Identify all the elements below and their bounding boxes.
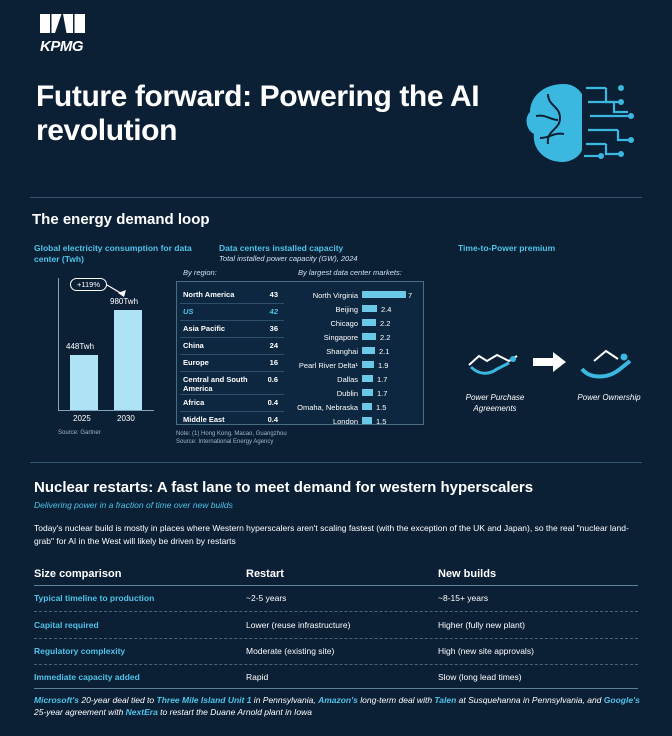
- market-bar: [362, 361, 374, 368]
- region-value: 0.4: [267, 398, 278, 407]
- bar-category-2025: 2025: [73, 414, 91, 423]
- section2-body: Today's nuclear build is mostly in places where Western hyperscalers aren't scaling fastest (with the exception of the UK and Japan), so the real "nuclear land-grab" for AI in the West will likely be driven by restarts: [34, 523, 629, 546]
- row-newbuilds: Higher (fully new plant): [438, 620, 525, 630]
- market-label: Dallas: [337, 375, 358, 384]
- kpmg-logo: [40, 14, 88, 55]
- market-bar: [362, 389, 373, 396]
- market-value: 2.4: [381, 305, 392, 314]
- market-value: 2.1: [379, 347, 390, 356]
- region-value-us: 42: [269, 307, 278, 316]
- market-label: Beijing: [335, 305, 358, 314]
- row-label: Capital required: [34, 620, 99, 630]
- row-restart: Moderate (existing site): [246, 646, 335, 656]
- footnote-entity: Microsoft's: [34, 695, 79, 705]
- bar-value-2025: 448Twh: [66, 342, 95, 351]
- electricity-consumption-bar-chart: [40, 278, 160, 438]
- market-bar: [362, 417, 372, 424]
- power-ownership-caption: Power Ownership: [577, 393, 641, 402]
- col-header-restart: Restart: [246, 568, 284, 580]
- page-title: Future forward: Powering the AI revolution: [36, 80, 480, 147]
- chart-y-axis: [58, 278, 59, 410]
- row-label: Typical timeline to production: [34, 593, 155, 603]
- col1-source: Source: Gartner: [58, 430, 101, 436]
- capacity-source: Source: International Energy Agency: [176, 439, 274, 445]
- region-value: 0.6: [267, 375, 278, 384]
- ppa-caption: Power Purchase Agreements: [465, 393, 525, 413]
- capacity-note: Note: (1) Hong Kong, Macao, Guangzhou: [176, 431, 287, 437]
- row-newbuilds: High (new site approvals): [438, 646, 534, 656]
- region-value: 36: [269, 324, 278, 333]
- growth-annotation: +119%: [70, 278, 107, 291]
- bar-2025: [70, 355, 98, 410]
- divider-top: [30, 197, 642, 198]
- market-value: 1.7: [377, 375, 388, 384]
- bar-category-2030: 2030: [117, 414, 135, 423]
- footnote-text: long-term deal with: [357, 695, 435, 705]
- region-value: 0.4: [267, 415, 278, 424]
- footnote-text: at Susquehanna in Pennsylvania, and: [456, 695, 604, 705]
- market-label: Omaha, Nebraska: [297, 403, 358, 412]
- market-label: Dublin: [336, 389, 358, 398]
- footnote-entity: Three Mile Island Unit 1: [156, 695, 252, 705]
- market-bar: [362, 333, 376, 340]
- market-value: 2.2: [380, 319, 391, 328]
- market-bar: [362, 375, 373, 382]
- ai-brain-circuit-icon: [524, 80, 634, 166]
- chart-x-axis: [58, 410, 154, 411]
- section1-title: The energy demand loop: [32, 211, 210, 228]
- col2-subheading: Total installed power capacity (GW), 2024: [219, 254, 358, 263]
- region-value: 16: [269, 358, 278, 367]
- row-label: Regulatory complexity: [34, 646, 126, 656]
- divider-mid: [30, 462, 642, 463]
- market-value: 2.2: [380, 333, 391, 342]
- market-bar: [362, 403, 372, 410]
- bar-2030: [114, 310, 142, 410]
- kpmg-logo-bars: [40, 14, 88, 33]
- kpmg-wordmark: KPMG: [40, 38, 83, 55]
- bar-value-2030: 980Twh: [110, 297, 139, 306]
- market-value: 1.5: [376, 403, 387, 412]
- footnote-text: in Pennsylvania,: [251, 695, 319, 705]
- market-label: Shanghai: [326, 347, 358, 356]
- footnote-entity: NextEra: [125, 707, 158, 717]
- arrow-right-icon: [533, 352, 567, 372]
- market-bar: [362, 305, 377, 312]
- hand-holding-power-icon: [578, 345, 634, 379]
- col-header-size: Size comparison: [34, 568, 122, 580]
- footnote-entity: Talen: [434, 695, 457, 705]
- market-label: Chicago: [330, 319, 358, 328]
- col2-heading: Data centers installed capacity: [219, 243, 344, 253]
- region-label: Middle East: [183, 415, 225, 424]
- row-newbuilds: ~8-15+ years: [438, 593, 489, 603]
- region-value: 24: [269, 341, 278, 350]
- col-header-newbuilds: New builds: [438, 568, 497, 580]
- hero-banner: [0, 62, 672, 192]
- region-value: 43: [269, 290, 278, 299]
- col3-heading: Time-to-Power premium: [458, 243, 556, 253]
- market-value: 1.9: [378, 361, 389, 370]
- row-newbuilds: Slow (long lead times): [438, 672, 522, 682]
- section2-subtitle: Delivering power in a fraction of time over new builds: [34, 500, 233, 510]
- region-label: Africa: [183, 398, 205, 407]
- row-restart: ~2-5 years: [246, 593, 287, 603]
- row-label: Immediate capacity added: [34, 672, 140, 682]
- section2-title: Nuclear restarts: A fast lane to meet demand for western hyperscalers: [34, 479, 534, 496]
- region-label: North America: [183, 290, 235, 299]
- footnote-entity: Amazon's: [318, 695, 358, 705]
- footnote-entity: Google's: [603, 695, 640, 705]
- row-restart: Rapid: [246, 672, 269, 682]
- handshake-contract-icon: [465, 345, 521, 379]
- by-markets-label: By largest data center markets:: [298, 268, 402, 277]
- market-value: 1.7: [377, 389, 388, 398]
- region-label: Asia Pacific: [183, 324, 226, 333]
- col1-heading: Global electricity consumption for data center (Twh): [34, 243, 192, 264]
- footnote-text: to restart the Duane Arnold plant in Iowa: [157, 707, 313, 717]
- market-value: 1.5: [376, 417, 387, 426]
- market-bar: [362, 319, 376, 326]
- region-label: Europe: [183, 358, 209, 367]
- region-label: Central and South America: [183, 375, 248, 393]
- market-bar: [362, 291, 406, 298]
- row-restart: Lower (reuse infrastructure): [246, 620, 351, 630]
- region-label-us: US: [183, 307, 194, 316]
- by-region-label: By region:: [183, 268, 217, 277]
- region-label: China: [183, 341, 204, 350]
- market-value: 7: [408, 291, 413, 300]
- market-label: Pearl River Delta¹: [298, 361, 358, 370]
- footnote: [34, 694, 640, 718]
- market-label: London: [332, 417, 358, 426]
- growth-arrow-icon: [106, 284, 132, 300]
- footnote-text: 20-year deal tied to: [79, 695, 157, 705]
- market-label: North Virginia: [312, 291, 358, 300]
- market-label: Singapore: [323, 333, 358, 342]
- footnote-text: 25-year agreement with: [34, 707, 126, 717]
- market-bar: [362, 347, 375, 354]
